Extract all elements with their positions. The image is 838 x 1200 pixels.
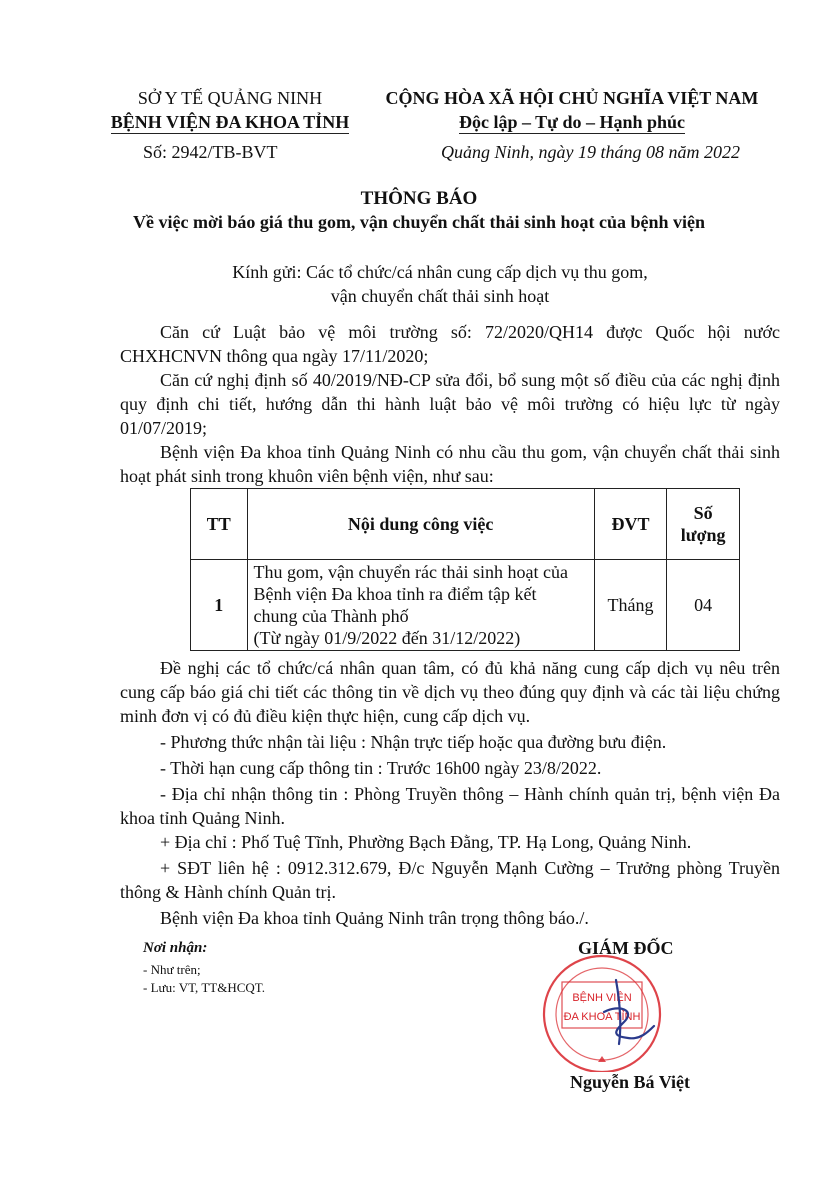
body-paragraph-method: - Phương thức nhận tài liệu : Nhận trực tiếp hoặc qua đường bưu điện. [160, 732, 667, 752]
row-unit: Tháng [594, 560, 667, 651]
motto-line [372, 110, 772, 134]
intro-paragraph-1: Căn cứ Luật bảo vệ môi trường số: 72/2020/QH14 được Quốc hội nước CHXHCNVN thông qua ngày 17/11/2020; [120, 322, 780, 366]
work-table [190, 488, 740, 651]
table-header-tt: TT [191, 489, 248, 560]
signer-name: Nguyễn Bá Việt [570, 1072, 691, 1092]
table-header-quantity: Số lượng [667, 489, 740, 560]
motto-text: Độc lập – Tự do – Hạnh phúc [458, 112, 686, 132]
body-paragraph-request: Đề nghị các tổ chức/cá nhân quan tâm, có đủ khả năng cung cấp dịch vụ nêu trên cung cấp báo giá chi tiết các thông tin về dịch vụ theo đúng quy định và các tài liệu chứng minh đơn vị có đủ điều kiện thực hiện, cung cấp dịch vụ. [120, 658, 780, 726]
signer-title: GIÁM ĐỐC [578, 938, 674, 958]
row-content-line: chung của Thành phố [253, 606, 409, 626]
official-stamp [524, 952, 674, 1072]
agency-parent: SỞ Y TẾ QUẢNG NINH [137, 88, 323, 108]
row-content-line: Thu gom, vận chuyển rác thải sinh hoạt của [253, 562, 568, 582]
row-content-line: (Từ ngày 01/9/2022 đến 31/12/2022) [253, 628, 521, 648]
doc-title: THÔNG BÁO [360, 188, 478, 209]
row-content [247, 560, 594, 651]
recipients-item: - Lưu: VT, TT&HCQT. [143, 980, 265, 995]
row-tt: 1 [191, 560, 248, 651]
stamp-line-2: ĐA KHOA TỈNH [563, 1011, 641, 1023]
row-quantity: 04 [667, 560, 740, 651]
agency-name-text: BỆNH VIỆN ĐA KHOA TỈNH [110, 112, 350, 132]
table-header-content: Nội dung công việc [247, 489, 594, 560]
table-header-unit: ĐVT [594, 489, 667, 560]
table-row [191, 560, 740, 651]
body-paragraph-deadline: - Thời hạn cung cấp thông tin : Trước 16h00 ngày 23/8/2022. [160, 758, 602, 778]
doc-subtitle: Về việc mời báo giá thu gom, vận chuyển chất thải sinh hoạt của bệnh viện [132, 212, 706, 232]
header-agency-block [80, 86, 380, 134]
body-paragraph-closing: Bệnh viện Đa khoa tỉnh Quảng Ninh trân trọng thông báo./. [160, 908, 589, 928]
recipients-label: Nơi nhận: [143, 940, 208, 956]
agency-name [80, 110, 380, 134]
header-country-block [372, 86, 772, 134]
recipient-block [120, 260, 760, 308]
recipient-line-2: vận chuyển chất thải sinh hoạt [330, 286, 550, 306]
recipient-line-1: Kính gửi: Các tổ chức/cá nhân cung cấp dịch vụ thu gom, [232, 262, 648, 282]
stamp-seal-icon [544, 956, 660, 1072]
country-name: CỘNG HÒA XÃ HỘI CHỦ NGHĨA VIỆT NAM [385, 88, 759, 108]
body-paragraph-address: + Địa chỉ : Phố Tuệ Tĩnh, Phường Bạch Đằng, TP. Hạ Long, Quảng Ninh. [160, 832, 692, 852]
stamp-line-1: BỆNH VIỆN [572, 992, 632, 1004]
intro-paragraph-2: Căn cứ nghị định số 40/2019/NĐ-CP sửa đổi, bổ sung một số điều của các nghị định quy định chi tiết, hướng dẫn thi hành luật bảo vệ môi trường có hiệu lực từ ngày 01/07/2019; [120, 370, 780, 438]
row-content-line: Bệnh viện Đa khoa tỉnh ra điểm tập kết [253, 584, 537, 604]
doc-number: Số: 2942/TB-BVT [143, 142, 278, 162]
table-header-row [191, 489, 740, 560]
intro-paragraph-3: Bệnh viện Đa khoa tỉnh Quảng Ninh có nhu cầu thu gom, vận chuyển chất thải sinh hoạt phát sinh trong khuôn viên bệnh viện, như sau: [120, 442, 780, 486]
body-paragraph-phone: + SĐT liên hệ : 0912.312.679, Đ/c Nguyễn Mạnh Cường – Trưởng phòng Truyền thông & Hành chính Quản trị. [120, 858, 780, 902]
recipients-item: - Như trên; [143, 962, 201, 977]
doc-date: Quảng Ninh, ngày 19 tháng 08 năm 2022 [441, 142, 740, 162]
body-paragraph-receiving-address: - Địa chỉ nhận thông tin : Phòng Truyền thông – Hành chính quản trị, bệnh viện Đa khoa tỉnh Quảng Ninh. [120, 784, 780, 828]
